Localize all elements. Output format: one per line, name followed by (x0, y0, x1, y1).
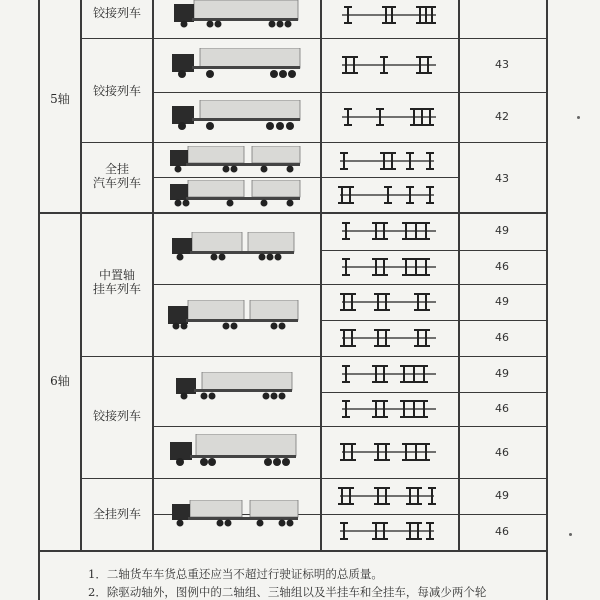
axle-diagram (340, 4, 440, 26)
articulated-truck-illustration (170, 48, 304, 80)
axle-row-divider (320, 320, 547, 321)
footnote-2: 2．除驱动轴外，图例中的二轴组、三轴组以及半挂车和全挂车，每减少两个轮 (88, 585, 487, 599)
scan-speck (569, 533, 572, 536)
axle-row-divider (320, 250, 547, 251)
weight-limit-value: 46 (495, 525, 509, 538)
articulated-truck-illustration (168, 434, 300, 468)
articulated-truck-illustration (170, 100, 304, 132)
axle-diagram (340, 106, 440, 128)
articulated-truck-illustration (172, 0, 302, 30)
full-trailer-truck-illustration (168, 146, 304, 174)
articulated-truck-illustration (174, 372, 296, 402)
column-line-2 (152, 0, 154, 550)
subgroup-divider (80, 356, 547, 357)
weight-limit-value: 42 (495, 110, 509, 123)
axle-row-divider (320, 392, 547, 393)
axle-diagram (340, 441, 440, 463)
weight-limit-value: 43 (495, 58, 509, 71)
axle-count-label: 5轴 (50, 92, 70, 106)
axle-diagram (338, 184, 438, 206)
column-line-3 (320, 0, 322, 550)
weight-limit-value: 49 (495, 489, 509, 502)
vehicle-type-label: 铰接列车 (92, 409, 141, 423)
axle-diagram (340, 54, 440, 76)
vehicle-type-label: 铰接列车 (92, 84, 141, 98)
row-divider (152, 284, 547, 285)
subgroup-divider (80, 478, 547, 479)
group-divider-5-6 (38, 212, 547, 214)
row-divider (152, 426, 547, 427)
table-left-border (38, 0, 40, 600)
axle-diagram (340, 398, 440, 420)
weight-limit-value: 49 (495, 367, 509, 380)
vehicle-type-label: 全挂 汽车列车 (92, 162, 141, 190)
weight-limit-value: 49 (495, 224, 509, 237)
axle-diagram (340, 220, 440, 242)
row-divider (152, 92, 547, 93)
axle-diagram (340, 327, 440, 349)
weight-limit-value: 43 (495, 172, 509, 185)
full-trailer-truck-illustration (170, 500, 302, 528)
subgroup-divider (80, 38, 547, 39)
scan-speck (577, 116, 580, 119)
table-right-border (546, 0, 548, 600)
center-axle-trailer-illustration (170, 232, 298, 262)
full-trailer-truck-illustration (168, 180, 304, 208)
axle-diagram (340, 291, 440, 313)
axle-diagram (340, 363, 440, 385)
row-divider (152, 177, 458, 178)
axle-count-label: 6轴 (50, 374, 70, 388)
axle-diagram (340, 256, 440, 278)
weight-limit-value: 46 (495, 331, 509, 344)
subgroup-divider (80, 142, 547, 143)
column-line-4 (458, 0, 460, 550)
vehicle-type-label: 中置轴 挂车列车 (92, 268, 141, 296)
axle-diagram (338, 485, 438, 507)
vehicle-type-label: 全挂列车 (92, 507, 141, 521)
table-bottom-divider (38, 550, 547, 552)
vehicle-type-label: 铰接列车 (92, 6, 141, 20)
axle-diagram (338, 520, 438, 542)
axle-diagram (338, 150, 438, 172)
center-axle-trailer-illustration (166, 300, 302, 332)
weight-limit-value: 46 (495, 446, 509, 459)
footnote-1: 1．二轴货车车货总重还应当不超过行驶证标明的总质量。 (88, 567, 383, 581)
axle-row-divider (458, 514, 547, 515)
weight-limit-value: 46 (495, 402, 509, 415)
weight-limit-value: 46 (495, 260, 509, 273)
weight-limit-value: 49 (495, 295, 509, 308)
